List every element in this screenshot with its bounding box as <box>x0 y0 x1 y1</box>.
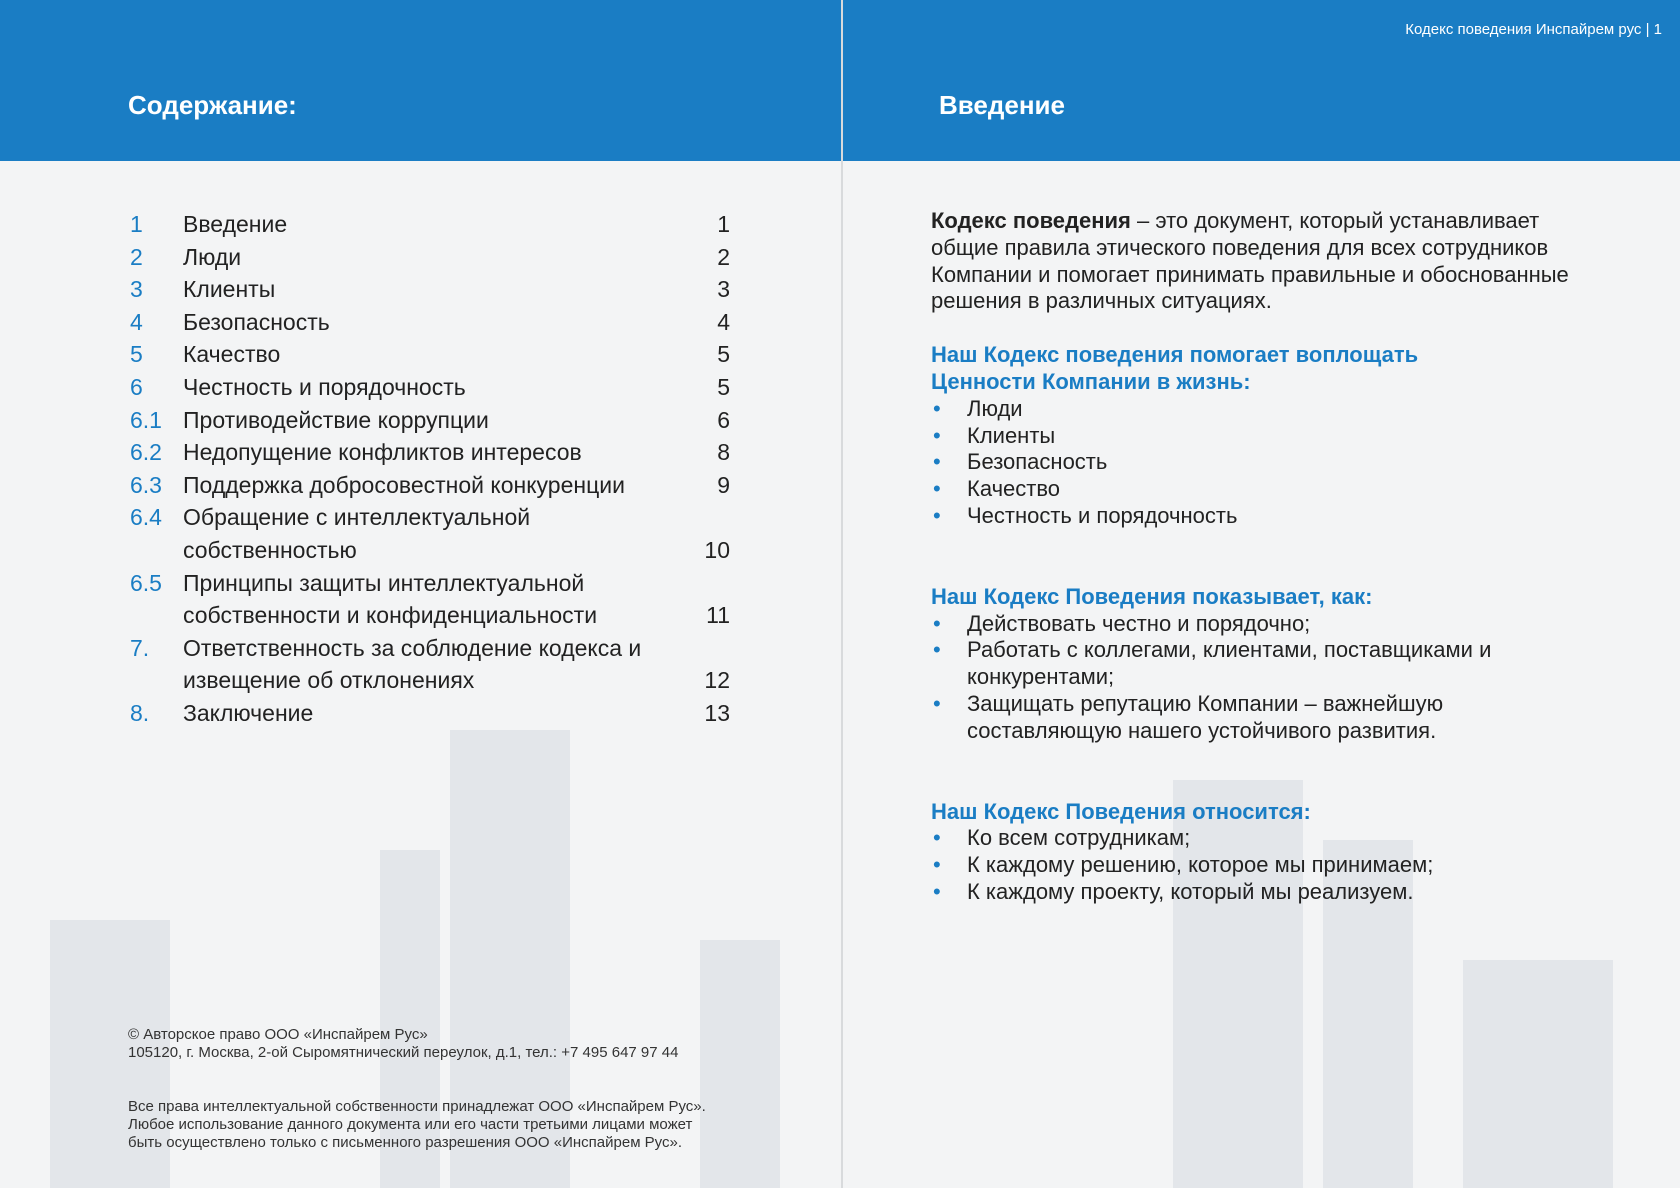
header-bar <box>0 0 841 161</box>
toc-number: 6.3 <box>130 471 162 498</box>
list-item: • К каждому проекту, который мы реализуем. <box>931 879 1571 906</box>
toc-title: Люди <box>183 243 242 270</box>
toc-page: 9 <box>717 471 730 498</box>
header-bar <box>843 0 1680 161</box>
shows-how-list <box>931 611 1551 745</box>
toc-title: Клиенты <box>183 276 276 303</box>
toc-entry[interactable] <box>130 469 730 502</box>
intro-body <box>931 208 1571 906</box>
toc-title: Введение <box>183 211 288 237</box>
toc-entry[interactable] <box>130 436 730 469</box>
list-item: • Честность и порядочность <box>931 503 1571 530</box>
toc-entry[interactable] <box>130 306 730 339</box>
toc-number: 4 <box>130 308 143 335</box>
section-heading: Наш Кодекс Поведения относится: <box>931 798 1311 824</box>
toc-number: 7. <box>130 634 150 661</box>
toc-title: Противодействие коррупции <box>183 406 489 433</box>
copyright: © Авторское право ООО «Инспайрем Рус» <box>128 1026 428 1043</box>
page-title: Содержание: <box>128 90 297 120</box>
toc-title: Принципы защиты интеллектуальной собственности и конфиденциальности <box>183 569 598 629</box>
list-item: • Качество <box>931 476 1571 503</box>
rights-block <box>128 1098 706 1152</box>
toc-entry[interactable] <box>130 273 730 306</box>
background-building <box>700 940 780 1188</box>
toc-number: 6.4 <box>130 504 162 531</box>
address: 105120, г. Москва, 2-ой Сыромятнический переулок, д.1, тел.: +7 495 647 97 44 <box>128 1044 679 1061</box>
list-item: • К каждому решению, которое мы принимаем; <box>931 852 1571 879</box>
toc-number: 5 <box>130 341 143 368</box>
applies-to-list <box>931 825 1571 905</box>
toc-title: Обращение с интеллектуальной собственностью <box>183 504 531 563</box>
toc-page: 2 <box>717 243 730 270</box>
toc-entry[interactable] <box>130 371 730 404</box>
intro-paragraph <box>931 208 1571 315</box>
toc-page: 6 <box>717 406 730 433</box>
toc-page: 3 <box>717 276 730 303</box>
rights-line: Все права интеллектуальной собственности принадлежат ООО «Инспайрем Рус». <box>128 1098 706 1115</box>
toc-page: 1 <box>717 211 730 237</box>
running-header: Кодекс поведения Инспайрем рус | 1 <box>1405 21 1662 38</box>
list-item: • Защищать репутацию Компании – важнейшую составляющую нашего устойчивого развития. <box>931 691 1551 745</box>
toc-title: Честность и порядочность <box>183 373 466 400</box>
intro-text: – это документ, который устанавливает общие правила этического поведения для всех сотрудников Компании и помогает принимать правильные и обоснованные решения в различных ситуациях. <box>931 208 1569 314</box>
toc-page: 11 <box>706 602 730 629</box>
rights-line: быть осуществлено только с письменного разрешения ООО «Инспайрем Рус». <box>128 1134 683 1151</box>
section-heading: Наш Кодекс поведения помогает воплощать Ценности Компании в жизнь: <box>931 342 1419 394</box>
list-item: • Действовать честно и порядочно; <box>931 611 1551 638</box>
toc-title: Качество <box>183 341 281 368</box>
list-item: • Клиенты <box>931 423 1571 450</box>
toc-entry[interactable] <box>130 632 730 697</box>
list-item: • Безопасность <box>931 449 1571 476</box>
toc-entry[interactable] <box>130 404 730 437</box>
toc-entry[interactable] <box>130 338 730 371</box>
toc-number: 6.1 <box>130 406 162 433</box>
toc-number: 6 <box>130 373 143 400</box>
toc-page: 5 <box>717 373 730 400</box>
toc-number: 6.2 <box>130 439 162 466</box>
right-page <box>843 0 1680 1188</box>
toc-number: 6.5 <box>130 569 162 596</box>
copyright-block <box>128 1026 678 1062</box>
toc-page: 5 <box>717 341 730 368</box>
page-title: Введение <box>939 90 1065 120</box>
toc-page: 10 <box>704 536 730 563</box>
background-building <box>1463 960 1613 1188</box>
toc-title: Недопущение конфликтов интересов <box>183 439 582 466</box>
toc-title: Поддержка добросовестной конкуренции <box>183 471 625 498</box>
toc-number: 2 <box>130 243 143 270</box>
values-list <box>931 396 1571 530</box>
list-item: • Люди <box>931 396 1571 423</box>
toc-title: Ответственность за соблюдение кодекса и извещение об отклонениях <box>183 634 642 694</box>
list-item: • Работать с коллегами, клиентами, поставщиками и конкурентами; <box>931 637 1551 691</box>
toc-title: Заключение <box>183 699 314 726</box>
toc-number: 1 <box>130 211 143 237</box>
table-of-contents <box>130 208 730 730</box>
intro-term: Кодекс поведения <box>931 208 1131 233</box>
toc-entry[interactable] <box>130 567 730 632</box>
toc-entry[interactable] <box>130 208 730 241</box>
list-item: • Ко всем сотрудникам; <box>931 825 1571 852</box>
toc-number: 3 <box>130 276 143 303</box>
toc-number: 8. <box>130 699 150 726</box>
toc-title: Безопасность <box>183 308 330 335</box>
toc-entry[interactable] <box>130 697 730 730</box>
toc-page: 13 <box>704 699 730 726</box>
toc-page: 8 <box>717 439 730 466</box>
rights-line: Любое использование данного документа или его части третьими лицами может <box>128 1116 693 1133</box>
toc-entry[interactable] <box>130 241 730 274</box>
toc-page: 4 <box>717 308 730 335</box>
toc-entry[interactable] <box>130 501 730 566</box>
toc-page: 12 <box>704 667 730 694</box>
section-heading: Наш Кодекс Поведения показывает, как: <box>931 583 1373 609</box>
